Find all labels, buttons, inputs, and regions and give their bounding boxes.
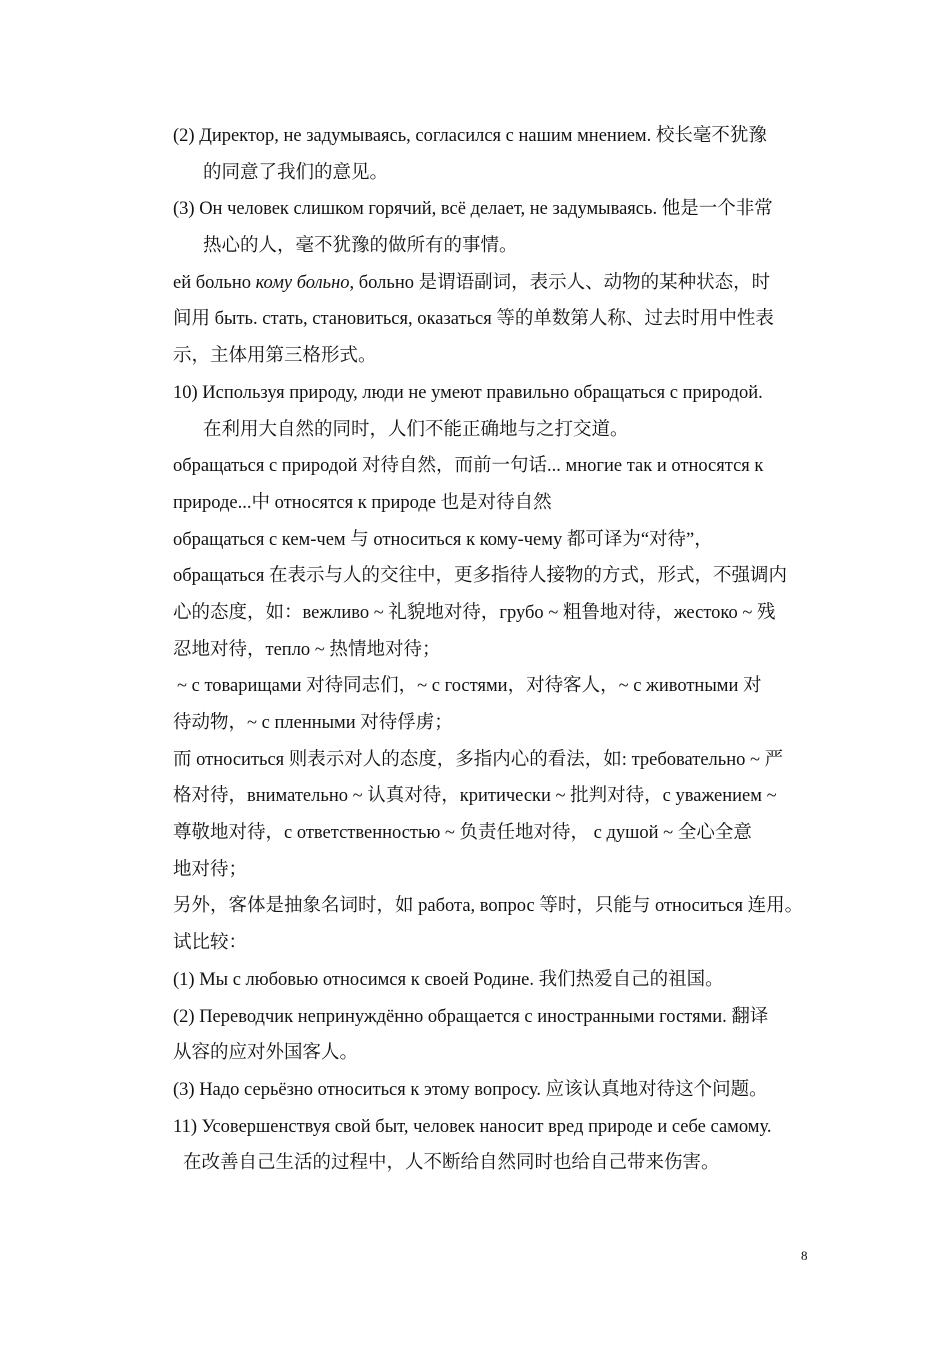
text-line: природе...中 относятся к природе 也是对待自然 — [173, 492, 552, 513]
text-line: 从容的应对外国客人。 — [173, 1043, 359, 1064]
text-line: 试比较： — [173, 933, 248, 954]
body-text — [173, 118, 823, 1182]
text-line: (3) Он человек слишком горячий, всё делает, не задумываясь. 他是一个非常 — [173, 199, 773, 220]
text-line: 示，主体用第三格形式。 — [173, 346, 377, 367]
text-line: 在利用大自然的同时，人们不能正确地与之打交道。 — [203, 419, 629, 440]
text-line: 间用 быть. стать, становиться, оказаться 等的单数第人称、过去时用中性表 — [173, 309, 774, 330]
text-line: ~ с товарищами 对待同志们，~ с гостями，对待客人，~ с животными 对 — [177, 676, 762, 697]
page-number: 8 — [801, 1248, 808, 1263]
text-line: обращаться с кем-чем 与 относиться к кому-чему 都可译为“对待”， — [173, 529, 713, 550]
text-line: 地对待； — [173, 859, 248, 880]
text-run: ей больно — [173, 272, 256, 293]
text-line: 尊敬地对待，с ответственностью ~ 负责任地对待， с душой ~ 全心全意 — [173, 823, 752, 844]
text-run: , больно 是谓语副词，表示人、动物的某种状态，时 — [349, 272, 771, 293]
text-line: 格对待，внимательно ~ 认真对待，критически ~ 批判对待，с уважением ~ — [173, 786, 777, 807]
text-line: 在改善自己生活的过程中，人不断给自然同时也给自己带来伤害。 — [183, 1153, 720, 1174]
text-line: 热心的人，毫不犹豫的做所有的事情。 — [203, 236, 518, 257]
text-line: (2) Переводчик непринуждённо обращается с иностранными гостями. 翻译 — [173, 1006, 769, 1027]
text-line: 11) Усовершенствуя свой быт, человек наносит вред природе и себе самому. — [173, 1116, 772, 1137]
text-line — [173, 265, 823, 302]
italic-term: кому больно — [255, 272, 350, 293]
text-line: (1) Мы с любовью относимся к своей Родине. 我们热爱自己的祖国。 — [173, 969, 724, 990]
text-line: 而 относиться 则表示对人的态度，多指内心的看法，如: требовательно ~ 严 — [173, 749, 784, 770]
text-line: (2) Директор, не задумываясь, согласился с нашим мнением. 校长毫不犹豫 — [173, 126, 767, 146]
text-line: 另外，客体是抽象名词时，如 работа, вопрос 等时，只能与 относиться 连用。 — [173, 896, 804, 917]
text-line: 心的态度，如：вежливо ~ 礼貌地对待，грубо ~ 粗鲁地对待，жестоко ~ 残 — [173, 602, 776, 623]
text-line: обращаться с природой 对待自然，而前一句话... многие так и относятся к — [173, 456, 764, 477]
text-line: 忍地对待，тепло ~ 热情地对待； — [173, 639, 441, 660]
text-line: обращаться 在表示与人的交往中，更多指待人接物的方式，形式，不强调内 — [173, 566, 787, 587]
text-line: 待动物，~ с пленными 对待俘虏； — [173, 713, 453, 733]
text-line: 10) Используя природу, люди не умеют правильно обращаться с природой. — [173, 382, 763, 403]
text-line: 的同意了我们的意见。 — [203, 162, 389, 183]
text-line: (3) Надо серьёзно относиться к этому вопросу. 应该认真地对待这个问题。 — [173, 1079, 768, 1100]
